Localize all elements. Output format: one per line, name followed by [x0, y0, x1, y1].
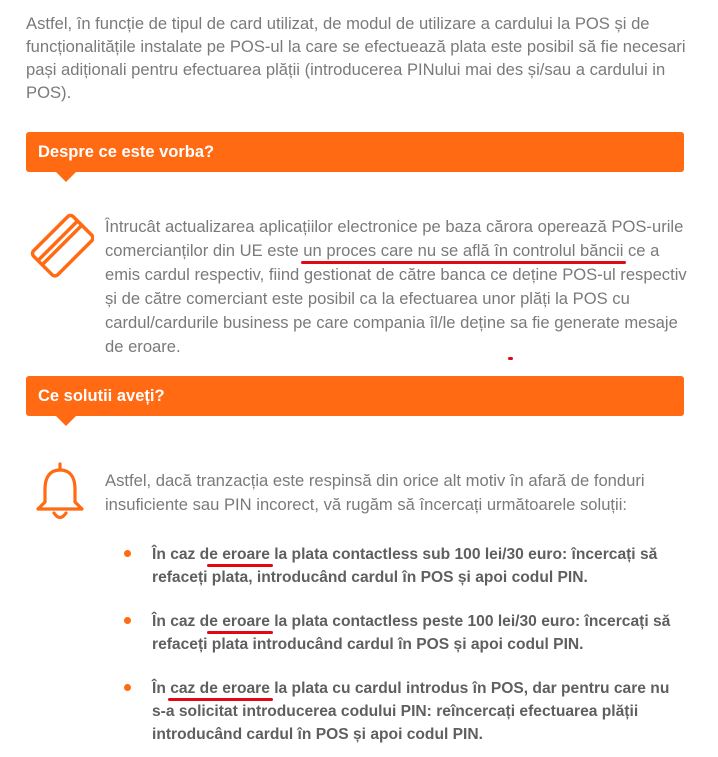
bullet-3 [124, 684, 131, 691]
banner-notch [56, 172, 76, 182]
underline-eroare-3: caz de eroare [170, 680, 270, 697]
intro-paragraph: Astfel, în funcție de tipul de card utilizat, de modul de utilizare a cardului la POS și de funcționalitățile instalate pe POS-ul la care se efectuează plata este posibil să fie necesari pași adiționali pentru efectuarea plății (introducerea PINului mai des și/sau a cardului in POS). [26, 14, 686, 102]
solution-2-post: la plata contactless peste 100 lei/30 euro: încercați să refaceți plata introducând cardul în POS și apoi codul PIN. [152, 613, 671, 653]
solution-1-post: la plata contactless sub 100 lei/30 euro: încercați să refaceți plata, introducând cardul în POS și apoi codul PIN. [152, 546, 658, 586]
section-header-despre [26, 132, 684, 172]
section-title: Ce solutii aveți? [38, 387, 165, 405]
section2-paragraph: Astfel, dacă tranzacția este respinsă din orice alt motiv în afară de fonduri insuficiente sau PIN incorect, vă rugăm să încercați următoarele soluții: [105, 471, 645, 514]
underline-bank-control: un proces care nu se află în controlul băncii [303, 241, 624, 260]
section-title: Despre ce este vorba? [38, 143, 215, 161]
bell-icon [34, 462, 86, 522]
solution-item-1 [152, 543, 687, 589]
section-header-solutii [26, 376, 684, 416]
bullet-1 [124, 550, 131, 557]
bullet-2 [124, 617, 131, 624]
credit-card-icon [30, 212, 94, 278]
underline-eroare-1: e eroare [209, 546, 270, 563]
solution-1-pre: În caz d [152, 546, 210, 563]
underline-error-messages: sa fie generate mesaje de eroare. [105, 313, 678, 356]
solution-item-2 [152, 610, 687, 656]
banner-notch [56, 416, 76, 426]
solution-3-post: la plata cu cardul introdus în POS, dar pentru care nu s-a solicitat introducerea codului PIN: reîncercați efectuarea plății introducând cardul în POS și apoi codul PIN. [152, 680, 670, 743]
solution-item-3 [152, 677, 687, 746]
solution-2-pre: În caz d [152, 613, 210, 630]
solution-3-pre: În [152, 680, 171, 697]
section1-paragraph [105, 215, 690, 359]
section1-text-a: Întrucât actualizarea aplicațiilor electronice pe baza cărora operează POS-urile comercianților din UE este [105, 217, 684, 260]
underline-eroare-2: e eroare [209, 613, 270, 630]
section1-text-b: ce a emis cardul respectiv, fiind gestionat de către banca ce deține POS-ul respectiv și de către comerciant este posibil ca la efectuarea unor plăți la POS cu cardul/cardurile business pe care compania îl/le deține [105, 241, 687, 332]
